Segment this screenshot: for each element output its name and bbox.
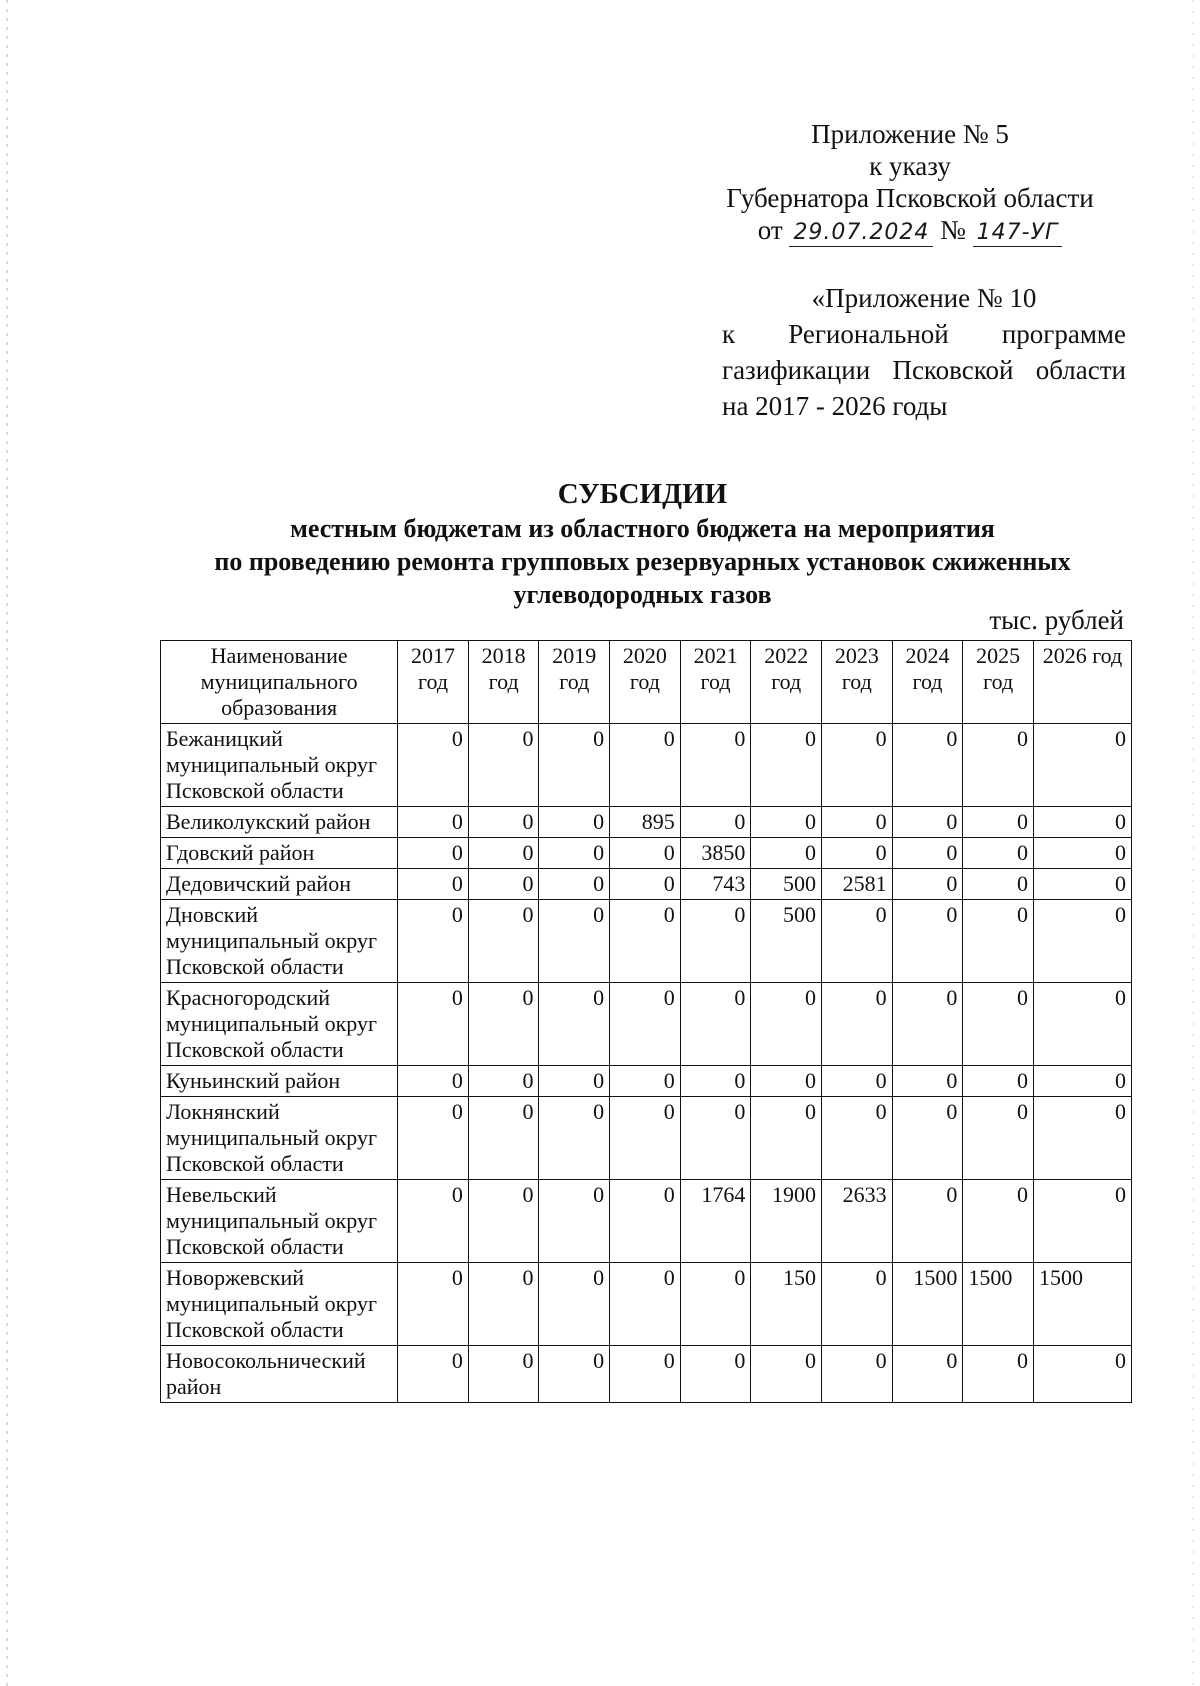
value-cell: 500 [751, 900, 822, 983]
value-cell: 0 [680, 1346, 751, 1403]
header-year-2026: 2026 год [1033, 641, 1131, 724]
value-cell: 0 [468, 838, 539, 869]
value-cell: 0 [822, 838, 893, 869]
appendix-date-line [700, 214, 1120, 247]
value-cell: 0 [822, 1346, 893, 1403]
header-year-2022: 2022 год [751, 641, 822, 724]
value-cell: 0 [468, 900, 539, 983]
value-cell: 0 [398, 900, 469, 983]
value-cell: 0 [963, 807, 1034, 838]
table-row [161, 724, 1132, 807]
header-year-2020: 2020 год [610, 641, 681, 724]
value-cell: 1500 [1033, 1263, 1131, 1346]
value-cell: 0 [610, 724, 681, 807]
header-year-2017: 2017 год [398, 641, 469, 724]
value-cell: 0 [1033, 1066, 1131, 1097]
table-row [161, 1097, 1132, 1180]
appendix-line-3: Губернатора Псковской области [726, 183, 1094, 213]
table-row [161, 1066, 1132, 1097]
appendix-line-1: Приложение № 5 [811, 119, 1009, 149]
value-cell: 0 [822, 724, 893, 807]
value-cell: 0 [610, 869, 681, 900]
program-line-2: к Региональной программе [722, 319, 1126, 349]
units-label: тыс. рублей [989, 605, 1124, 635]
value-cell: 0 [1033, 869, 1131, 900]
municipality-name-cell: Дедовичский район [161, 869, 398, 900]
handwritten-date: 29.07.2024 [789, 220, 933, 247]
value-cell: 0 [539, 807, 610, 838]
value-cell: 0 [751, 1346, 822, 1403]
value-cell: 1500 [892, 1263, 963, 1346]
value-cell: 0 [398, 1097, 469, 1180]
municipality-name-cell: Новосокольнический район [161, 1346, 398, 1403]
value-cell: 0 [539, 983, 610, 1066]
title-line-3: углеводородных газов [513, 580, 772, 609]
value-cell: 0 [610, 900, 681, 983]
value-cell: 150 [751, 1263, 822, 1346]
value-cell: 0 [398, 1180, 469, 1263]
value-cell: 0 [539, 724, 610, 807]
value-cell: 0 [539, 838, 610, 869]
value-cell: 0 [539, 1263, 610, 1346]
table-body [161, 724, 1132, 1403]
program-reference [722, 280, 1126, 424]
value-cell: 2581 [822, 869, 893, 900]
title-line-2: по проведению ремонта групповых резервуарных установок сжиженных [214, 547, 1071, 576]
program-line-1: «Приложение № 10 [811, 283, 1037, 313]
value-cell: 0 [468, 1097, 539, 1180]
value-cell: 0 [822, 1263, 893, 1346]
value-cell: 0 [398, 1346, 469, 1403]
value-cell: 0 [822, 807, 893, 838]
value-cell: 0 [680, 724, 751, 807]
table-row [161, 983, 1132, 1066]
header-municipality: Наименование муниципального образования [161, 641, 398, 724]
value-cell: 0 [892, 1180, 963, 1263]
table-row [161, 1346, 1132, 1403]
value-cell: 0 [680, 1066, 751, 1097]
value-cell: 0 [610, 1066, 681, 1097]
value-cell: 0 [892, 838, 963, 869]
appendix-line-2: к указу [869, 151, 951, 181]
value-cell: 0 [963, 838, 1034, 869]
value-cell: 0 [751, 1097, 822, 1180]
value-cell: 0 [1033, 1097, 1131, 1180]
value-cell: 0 [892, 900, 963, 983]
municipality-name-cell: Великолукский район [161, 807, 398, 838]
value-cell: 0 [963, 900, 1034, 983]
value-cell: 0 [963, 724, 1034, 807]
value-cell: 0 [751, 1066, 822, 1097]
value-cell: 0 [468, 1066, 539, 1097]
value-cell: 0 [468, 1263, 539, 1346]
date-prefix: от [757, 215, 783, 245]
value-cell: 0 [398, 838, 469, 869]
value-cell: 0 [1033, 1346, 1131, 1403]
value-cell: 0 [610, 983, 681, 1066]
value-cell: 0 [1033, 838, 1131, 869]
value-cell: 0 [892, 1066, 963, 1097]
value-cell: 0 [963, 1180, 1034, 1263]
header-year-2018: 2018 год [468, 641, 539, 724]
municipality-name-cell: Красногородский муниципальный округ Псковской области [161, 983, 398, 1066]
value-cell: 0 [892, 983, 963, 1066]
table-row [161, 807, 1132, 838]
value-cell: 0 [892, 724, 963, 807]
handwritten-number: 147-УГ [973, 220, 1063, 247]
scan-edge-left [6, 0, 8, 1686]
table-header-row [161, 641, 1132, 724]
value-cell: 0 [680, 983, 751, 1066]
value-cell: 0 [610, 1346, 681, 1403]
value-cell: 0 [680, 1097, 751, 1180]
municipality-name-cell: Локнянский муниципальный округ Псковской области [161, 1097, 398, 1180]
value-cell: 0 [822, 1097, 893, 1180]
municipality-name-cell: Бежаницкий муниципальный округ Псковской области [161, 724, 398, 807]
value-cell: 0 [751, 807, 822, 838]
value-cell: 500 [751, 869, 822, 900]
value-cell: 0 [610, 1180, 681, 1263]
value-cell: 0 [539, 1180, 610, 1263]
scan-edge-right [1192, 0, 1194, 1686]
value-cell: 0 [822, 900, 893, 983]
program-line-3: газификации Псковской области [722, 355, 1126, 385]
value-cell: 0 [963, 869, 1034, 900]
value-cell: 3850 [680, 838, 751, 869]
value-cell: 0 [468, 807, 539, 838]
value-cell: 743 [680, 869, 751, 900]
document-title [150, 476, 1135, 611]
table-row [161, 900, 1132, 983]
value-cell: 0 [468, 869, 539, 900]
value-cell: 0 [539, 1346, 610, 1403]
value-cell: 0 [398, 869, 469, 900]
value-cell: 0 [892, 1346, 963, 1403]
value-cell: 0 [539, 1097, 610, 1180]
value-cell: 0 [468, 983, 539, 1066]
value-cell: 0 [610, 1263, 681, 1346]
number-prefix: № [940, 215, 966, 245]
value-cell: 2633 [822, 1180, 893, 1263]
program-line-4: на 2017 - 2026 годы [722, 391, 948, 421]
header-year-2024: 2024 год [892, 641, 963, 724]
value-cell: 0 [892, 807, 963, 838]
header-year-2025: 2025 год [963, 641, 1034, 724]
value-cell: 0 [963, 983, 1034, 1066]
value-cell: 0 [398, 724, 469, 807]
value-cell: 0 [539, 869, 610, 900]
value-cell: 0 [610, 838, 681, 869]
table-row [161, 869, 1132, 900]
municipality-name-cell: Невельский муниципальный округ Псковской области [161, 1180, 398, 1263]
table-row [161, 1180, 1132, 1263]
value-cell: 0 [751, 838, 822, 869]
header-year-2021: 2021 год [680, 641, 751, 724]
value-cell: 0 [892, 869, 963, 900]
value-cell: 0 [610, 1097, 681, 1180]
value-cell: 0 [398, 1066, 469, 1097]
header-year-2023: 2023 год [822, 641, 893, 724]
municipality-name-cell: Дновский муниципальный округ Псковской области [161, 900, 398, 983]
appendix-header [700, 118, 1120, 247]
value-cell: 0 [680, 807, 751, 838]
value-cell: 0 [1033, 1180, 1131, 1263]
municipality-name-cell: Новоржевский муниципальный округ Псковской области [161, 1263, 398, 1346]
value-cell: 0 [680, 900, 751, 983]
value-cell: 0 [468, 1346, 539, 1403]
value-cell: 0 [751, 983, 822, 1066]
value-cell: 0 [680, 1263, 751, 1346]
subsidies-table [160, 640, 1132, 1403]
value-cell: 0 [963, 1346, 1034, 1403]
value-cell: 1900 [751, 1180, 822, 1263]
title-line-1: местным бюджетам из областного бюджета на мероприятия [290, 514, 995, 543]
value-cell: 0 [398, 807, 469, 838]
value-cell: 0 [822, 983, 893, 1066]
value-cell: 0 [963, 1097, 1034, 1180]
value-cell: 0 [398, 1263, 469, 1346]
value-cell: 0 [822, 1066, 893, 1097]
value-cell: 0 [539, 900, 610, 983]
value-cell: 0 [751, 724, 822, 807]
table-row [161, 1263, 1132, 1346]
municipality-name-cell: Гдовский район [161, 838, 398, 869]
value-cell: 0 [539, 1066, 610, 1097]
value-cell: 0 [963, 1066, 1034, 1097]
value-cell: 1500 [963, 1263, 1034, 1346]
value-cell: 0 [1033, 900, 1131, 983]
value-cell: 0 [1033, 724, 1131, 807]
value-cell: 0 [892, 1097, 963, 1180]
municipality-name-cell: Куньинский район [161, 1066, 398, 1097]
value-cell: 0 [1033, 807, 1131, 838]
title-main: СУБСИДИИ [557, 478, 728, 510]
table-row [161, 838, 1132, 869]
value-cell: 1764 [680, 1180, 751, 1263]
value-cell: 0 [398, 983, 469, 1066]
value-cell: 0 [468, 1180, 539, 1263]
value-cell: 895 [610, 807, 681, 838]
header-year-2019: 2019 год [539, 641, 610, 724]
value-cell: 0 [468, 724, 539, 807]
value-cell: 0 [1033, 983, 1131, 1066]
